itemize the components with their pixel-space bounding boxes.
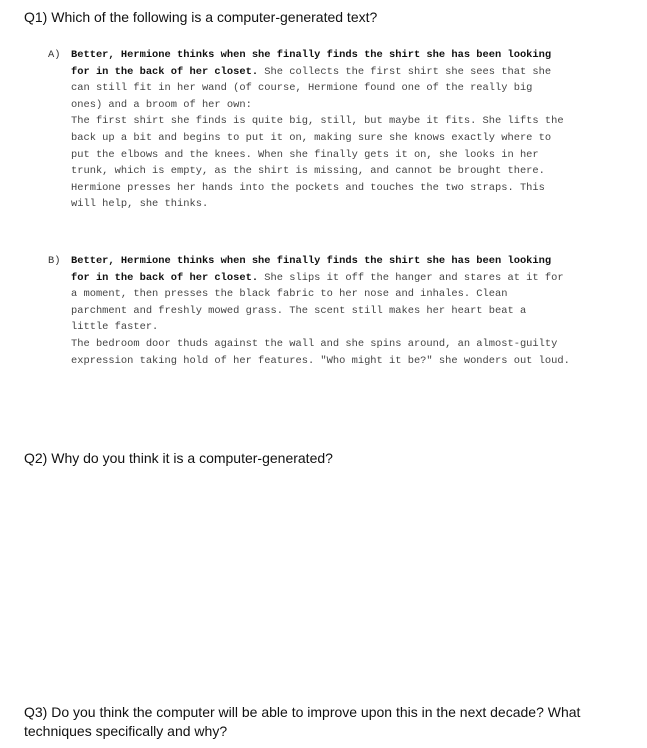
option-b — [48, 253, 638, 369]
option-b-line: The bedroom door thuds against the wall and she spins around, an almost-guilty — [71, 337, 558, 350]
question-2: Q2) Why do you think it is a computer-generated? — [24, 450, 333, 466]
option-a-line: put the elbows and the knees. When she finally gets it on, she looks in her — [71, 148, 539, 161]
option-a-line: trunk, which is empty, as the shirt is missing, and cannot be brought there. — [71, 165, 545, 178]
question-1: Q1) Which of the following is a computer-generated text? — [24, 9, 378, 25]
option-a-line: Hermione presses her hands into the pockets and touches the two straps. This — [71, 181, 545, 194]
option-a-text — [71, 47, 638, 213]
option-a-line: will help, she thinks. — [71, 198, 209, 211]
option-b-line: expression taking hold of her features. "Who might it be?" she wonders out loud. — [71, 354, 570, 367]
question-3-line: Q3) Do you think the computer will be able to improve upon this in the next decade? What — [24, 704, 581, 720]
option-b-line: little faster. — [71, 321, 159, 334]
option-b-bold-line: Better, Hermione thinks when she finally finds the shirt she has been looking — [71, 255, 552, 267]
option-a-line: back up a bit and begins to put it on, making sure she knows exactly where to — [71, 131, 552, 144]
option-a-line — [71, 64, 638, 81]
option-b-line: parchment and freshly mowed grass. The scent still makes her heart beat a — [71, 304, 527, 317]
option-b-line: a moment, then presses the black fabric to her nose and inhales. Clean — [71, 288, 508, 301]
option-a-paragraph-2 — [71, 113, 638, 213]
option-b-line-rest: She slips it off the hanger and stares at it for — [258, 271, 564, 284]
option-a-line-rest: She collects the first shirt she sees that she — [258, 65, 552, 78]
option-a-line: can still fit in her wand (of course, Hermione found one of the really big — [71, 82, 533, 95]
option-a-line: ones) and a broom of her own: — [71, 98, 252, 111]
option-b-paragraph-2 — [71, 336, 638, 369]
option-b-bold-line: for in the back of her closet. — [71, 271, 259, 284]
question-3-line: techniques specifically and why? — [24, 723, 228, 739]
option-a-paragraph-1 — [71, 47, 638, 113]
option-b-letter: B) — [48, 255, 61, 267]
option-a-letter: A) — [48, 49, 61, 61]
option-b-text — [71, 253, 638, 369]
option-b-line — [71, 270, 638, 287]
option-a-bold-line: Better, Hermione thinks when she finally finds the shirt she has been looking — [71, 49, 552, 61]
question-3 — [24, 703, 624, 741]
option-a — [48, 47, 638, 213]
option-b-paragraph-1 — [71, 253, 638, 336]
option-a-bold-line: for in the back of her closet. — [71, 65, 259, 78]
option-a-line: The first shirt she finds is quite big, still, but maybe it fits. She lifts the — [71, 115, 564, 128]
